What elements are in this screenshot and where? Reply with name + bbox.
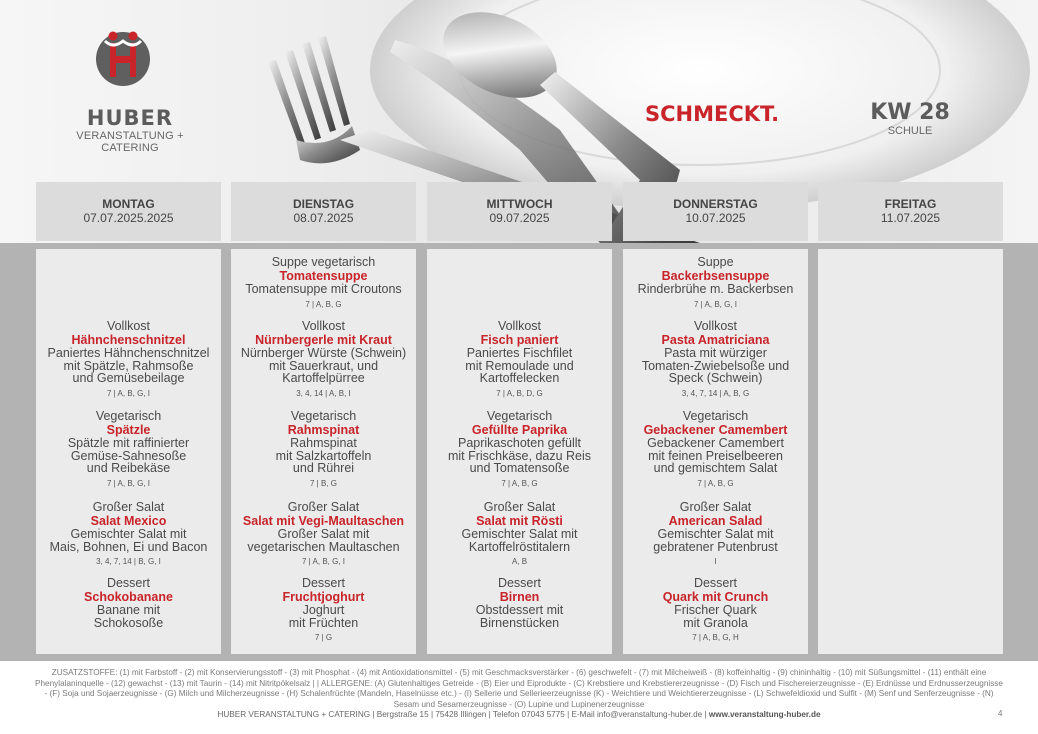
allergen-codes: 3, 4, 7, 14 | B, G, I: [96, 557, 161, 566]
dish-name: Hähnchenschnitzel: [71, 333, 186, 347]
dish-description: Gebackener Camembert: [647, 436, 784, 450]
dish-description: und Gemüsebeilage: [72, 371, 185, 385]
allergen-codes: 7 | B, G: [310, 478, 337, 488]
week-title: KW 28: [870, 100, 950, 125]
allergen-codes: 7 | A, B, G, H: [692, 633, 739, 642]
meal-category: Dessert: [693, 576, 738, 590]
day-name: MONTAG: [102, 197, 155, 211]
dish-description: Joghurt: [302, 603, 345, 617]
allergen-codes: 7 | A, B, G: [697, 478, 734, 488]
dish-description: Kartoffelröstitalern: [468, 539, 571, 554]
dish-description: mit feinen Preiselbeeren: [648, 448, 783, 463]
dish-name: Birnen: [499, 590, 540, 604]
day-name: MITTWOCH: [486, 197, 553, 211]
day-header-montag: [36, 182, 221, 241]
day-name: DIENSTAG: [292, 197, 355, 211]
dish-description: mit Granola: [683, 615, 748, 630]
dish-description: Birnenstücken: [479, 615, 560, 630]
menu-item: [36, 576, 221, 629]
menu-item: [623, 409, 808, 489]
footer-contact-text: HUBER VERANSTALTUNG + CATERING | Bergstraße 15 | 75428 Illingen | Telefon 07043 5775 | E-Mail info@veranstaltung-huber.de |: [217, 710, 709, 719]
day-name: FREITAG: [884, 197, 937, 211]
dish-description: Tomaten-Zwiebelsoße und: [641, 358, 790, 373]
allergen-codes: 3, 4, 14 | A, B, I: [296, 388, 351, 398]
allergen-codes: 3, 4, 7, 14 | A, B, G: [681, 388, 750, 398]
page-number: 4: [998, 709, 1003, 718]
dish-description: Tomatensuppe mit Croutons: [245, 282, 402, 296]
dish-description: mit Frischkäse, dazu Reis: [447, 448, 592, 463]
day-menu-donnerstag: [623, 249, 808, 654]
dish-description: und gemischtem Salat: [653, 461, 778, 475]
menu-item: [623, 319, 808, 399]
brand-block: [50, 106, 210, 154]
meal-category: Vegetarisch: [682, 409, 749, 423]
dish-name: Fisch paniert: [480, 333, 559, 347]
meal-category: Vegetarisch: [486, 409, 553, 423]
allergen-codes: 7 | G: [314, 633, 333, 642]
dish-name: Salat Mexico: [90, 514, 167, 528]
dish-description: Paprikaschoten gefüllt: [458, 436, 581, 450]
menu-item: [427, 319, 612, 399]
dish-description: Frischer Quark: [674, 603, 757, 617]
allergen-codes: A, B: [511, 557, 528, 566]
huber-logo-icon: [93, 27, 153, 87]
brand-name: HUBER: [86, 106, 174, 130]
meal-category: Großer Salat: [287, 500, 360, 514]
menu-item: [427, 500, 612, 567]
dish-description: Nürnberger Würste (Schwein): [240, 346, 407, 360]
dish-description: Gemischter Salat mit: [70, 527, 187, 541]
dish-description: Rahmspinat: [290, 436, 357, 450]
dish-name: Rahmspinat: [287, 423, 360, 437]
menu-item: [623, 500, 808, 567]
meal-category: Großer Salat: [92, 500, 165, 514]
allergen-codes: 7 | A, B, D, G: [496, 388, 543, 398]
allergen-codes: 7 | A, B, G, I: [107, 478, 150, 488]
dish-description: Banane mit: [96, 603, 161, 617]
footer-website-link[interactable]: www.veranstaltung-huber.de: [708, 710, 821, 719]
dish-description: mit Salzkartoffeln: [275, 448, 372, 463]
allergen-codes: I: [714, 557, 717, 566]
meal-category: Suppe: [697, 255, 734, 269]
allergen-codes: 7 | A, B, G: [501, 478, 538, 488]
day-menu-freitag: [818, 249, 1003, 654]
menu-item: [231, 255, 416, 310]
dish-name: Quark mit Crunch: [662, 590, 769, 604]
day-header-freitag: [818, 182, 1003, 241]
dish-name: Backerbsensuppe: [661, 269, 770, 283]
meal-category: Suppe vegetarisch: [271, 255, 376, 269]
dish-description: Kartoffelpürree: [282, 371, 365, 385]
dish-description: Pasta mit würziger: [664, 346, 767, 360]
dish-description: und Rührei: [292, 461, 355, 475]
slogan: SCHMECKT.: [645, 102, 780, 126]
dish-name: Nürnbergerle mit Kraut: [255, 333, 392, 347]
meal-category: Vollkost: [106, 319, 151, 333]
menu-item: [231, 576, 416, 643]
day-date: 09.07.2025: [489, 211, 550, 225]
meal-category: Vollkost: [497, 319, 542, 333]
week-subtitle: SCHULE: [887, 125, 933, 137]
day-date: 11.07.2025: [880, 211, 941, 225]
allergen-codes: 7 | A, B, G, I: [107, 388, 150, 398]
day-header-dienstag: [231, 182, 416, 241]
footer-contact: [34, 710, 1004, 721]
meal-category: Dessert: [301, 576, 346, 590]
menu-item: [427, 409, 612, 489]
day-menu-montag: [36, 249, 221, 654]
dish-description: mit Sauerkraut, und: [268, 358, 379, 373]
dish-description: Mais, Bohnen, Ei und Bacon: [49, 539, 208, 554]
footer: [34, 668, 1004, 721]
footer-additives: ZUSATZSTOFFE: (1) mit Farbstoff - (2) mit Konservierungsstoff - (3) mit Phosphat - (4) mit Antioxidationsmittel - (5) mit Geschmacksverstärker - (6) geschwefelt - (7) mit Milcheiweiß - (8) koffeinhaltig - (9) chininhaltig - (10) mit Süßungsmittel - (11) enthält eine Phenylalaninquelle - (12) gewachst - (13) mit Taurin - (14) mit Nitritpökelsalz | | ALLERGENE: (A) Glutenhaltiges Getreide - (B) Eier und Eiprodukte - (C) Krebstiere und Krebstiererzeugnisse - (D) Fisch und Fischereierzeugnisse - (E) Erdnüsse und Erdnusserzeugnisse - (F) Soja und Sojaerzeugnisse - (G) Milch und Milcherzeugnisse - (H) Schalenfrüchte (Mandeln, Haselnüsse etc.) - (I) Sellerie und Sellerieerzeugnisse (K) - Weichtiere und Weichtiererzeugnisse - (L) Schwefeldioxid und Sulfit - (M) Senf und Senferzeugnisse - (N) Sesam und Sesamerzeugnisse - (O) Lupine und Lupinenerzeugnisse: [35, 668, 1003, 709]
dish-description: und Tomatensoße: [469, 461, 570, 475]
dish-description: Spätzle mit raffinierter: [67, 436, 190, 450]
meal-category: Vollkost: [301, 319, 346, 333]
meal-category: Großer Salat: [483, 500, 556, 514]
day-header-mittwoch: [427, 182, 612, 241]
dish-description: und Reibekäse: [86, 461, 171, 475]
meal-category: Dessert: [497, 576, 542, 590]
dish-description: vegetarischen Maultaschen: [247, 539, 400, 554]
meal-category: Vegetarisch: [290, 409, 357, 423]
menu-item: [231, 500, 416, 567]
dish-description: Schokosoße: [93, 615, 164, 630]
dish-description: Obstdessert mit: [475, 603, 564, 617]
dish-description: Kartoffelecken: [479, 371, 560, 385]
dish-description: Gemischter Salat mit: [657, 527, 774, 541]
day-header-donnerstag: [623, 182, 808, 241]
dish-description: Gemischter Salat mit: [461, 527, 578, 541]
day-menu-dienstag: [231, 249, 416, 654]
menu-item: [623, 255, 808, 310]
dish-name: Salat mit Rösti: [476, 514, 563, 528]
week-block: [860, 100, 960, 137]
menu-item: [623, 576, 808, 643]
allergen-codes: 7 | A, B, G, I: [302, 557, 345, 566]
allergen-codes: 7 | A, B, G, I: [694, 299, 737, 309]
dish-description: Großer Salat mit: [277, 527, 370, 541]
menu-item: [36, 319, 221, 399]
menu-item: [36, 409, 221, 489]
meal-category: Großer Salat: [679, 500, 752, 514]
dish-description: Paniertes Fischfilet: [466, 346, 573, 360]
brand-subtitle: VERANSTALTUNG + CATERING: [76, 130, 184, 154]
dish-description: mit Spätzle, Rahmsoße: [63, 358, 194, 373]
dish-description: mit Remoulade und: [465, 358, 574, 373]
dish-description: Rinderbrühe m. Backerbsen: [637, 282, 794, 296]
day-menu-mittwoch: [427, 249, 612, 654]
meal-category: Vegetarisch: [95, 409, 162, 423]
day-name: DONNERSTAG: [673, 197, 758, 211]
dish-description: Gemüse-Sahnesoße: [70, 448, 187, 463]
menu-item: [36, 500, 221, 567]
dish-name: Pasta Amatriciana: [661, 333, 770, 347]
dish-description: mit Früchten: [288, 615, 359, 630]
day-date: 08.07.2025: [293, 211, 354, 225]
meal-category: Vollkost: [693, 319, 738, 333]
dish-name: Tomatensuppe: [279, 269, 368, 283]
dish-description: Speck (Schwein): [668, 371, 763, 385]
dish-name: Gefüllte Paprika: [471, 423, 568, 437]
dish-description: Paniertes Hähnchenschnitzel: [47, 346, 210, 360]
day-date: 07.07.2025.2025: [83, 211, 174, 225]
meal-category: Dessert: [106, 576, 151, 590]
menu-item: [427, 576, 612, 629]
menu-item: [231, 409, 416, 489]
dish-name: Salat mit Vegi-Maultaschen: [242, 514, 405, 528]
dish-name: American Salad: [668, 514, 763, 528]
dish-name: Schokobanane: [84, 590, 173, 604]
allergen-codes: 7 | A, B, G: [305, 299, 342, 309]
dish-name: Fruchtjoghurt: [282, 590, 365, 604]
day-date: 10.07.2025: [685, 211, 746, 225]
dish-description: gebratener Putenbrust: [653, 539, 778, 554]
dish-name: Spätzle: [106, 423, 151, 437]
menu-item: [231, 319, 416, 399]
dish-name: Gebackener Camembert: [643, 423, 788, 437]
